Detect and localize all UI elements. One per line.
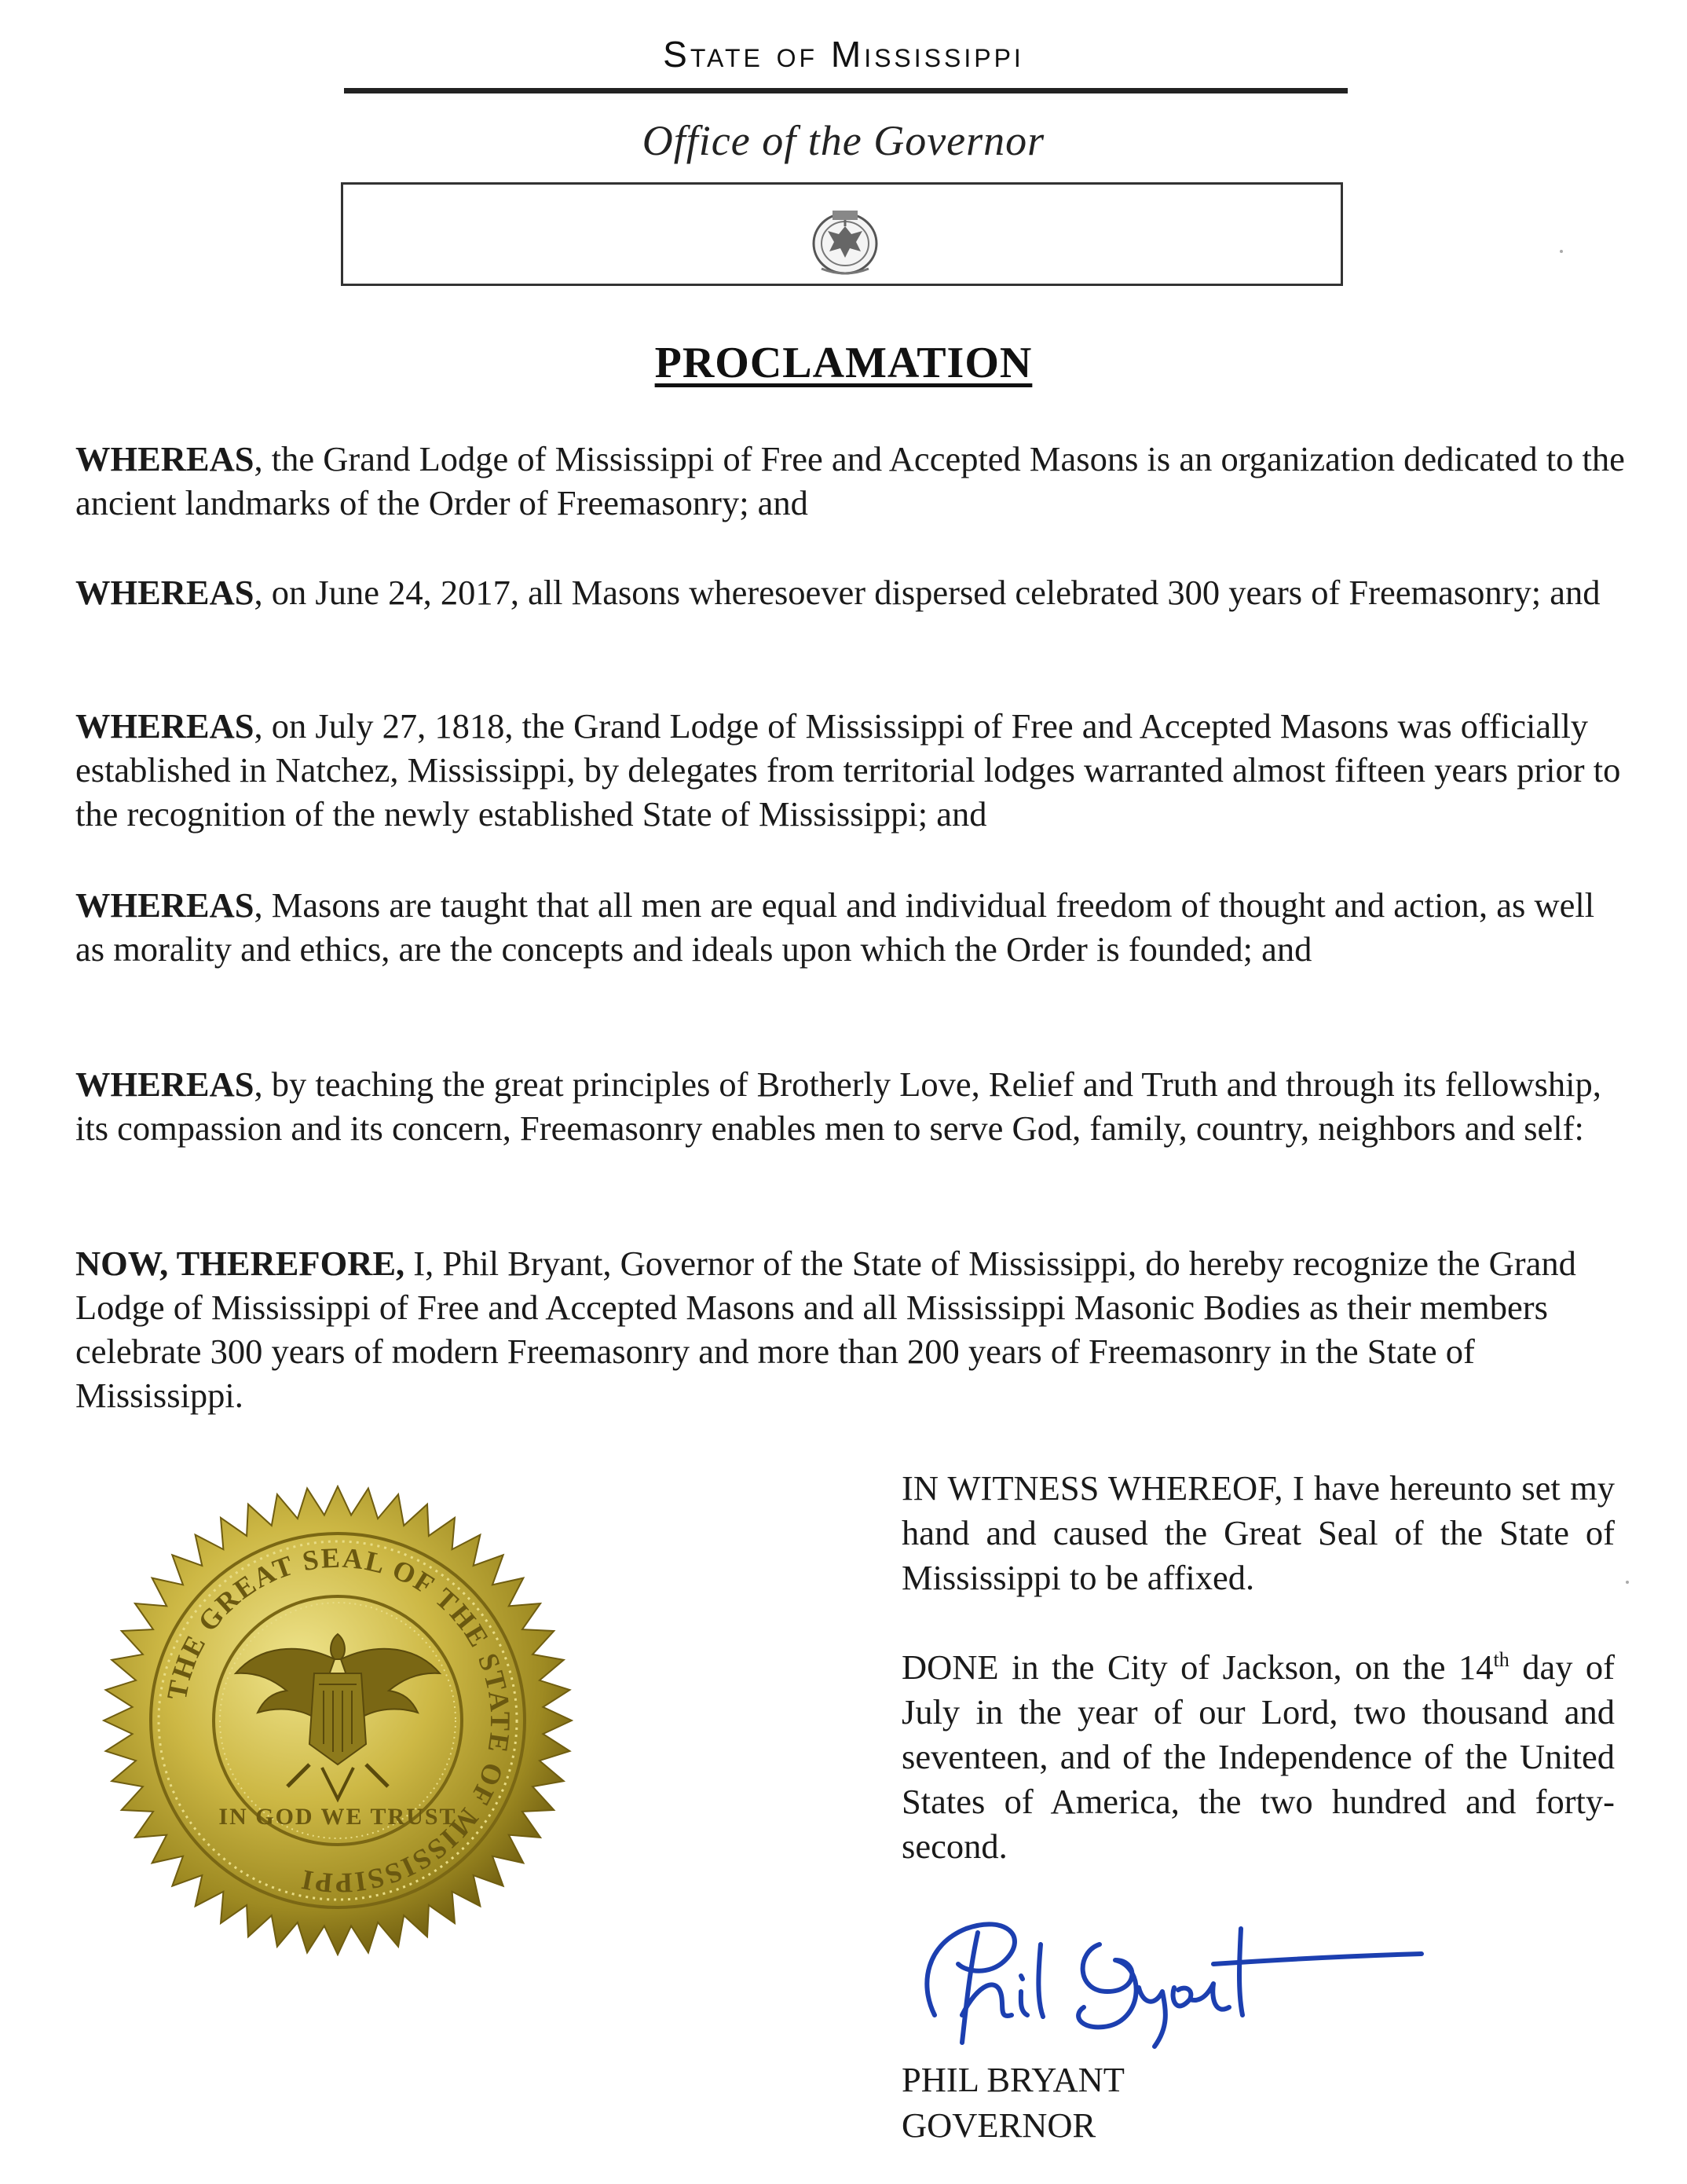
whereas-paragraph-4 bbox=[75, 883, 1630, 971]
whereas-paragraph-1 bbox=[75, 437, 1630, 525]
paragraph-lead: NOW, THEREFORE, bbox=[75, 1244, 405, 1283]
paragraph-lead: WHEREAS bbox=[75, 885, 254, 925]
signature-block bbox=[902, 2057, 1125, 2148]
great-seal-emblem bbox=[102, 1485, 573, 1956]
done-text-end: day of July in the year of our Lord, two thousand and seventeen, and of the Independence of the United States of America, the two hundred and forty-second. bbox=[902, 1647, 1615, 1866]
seal-ring-text: THE GREAT SEAL OF THE STATE OF MISSISSIPPI bbox=[160, 1541, 517, 1900]
paragraph-text: , the Grand Lodge of Mississippi of Free and Accepted Masons is an organization dedicated to the ancient landmarks of the Order of Freemasonry; and bbox=[75, 439, 1625, 522]
whereas-paragraph-5 bbox=[75, 1062, 1630, 1150]
governor-name: PHIL BRYANT bbox=[902, 2060, 1125, 2099]
ordinal-suffix: th bbox=[1493, 1648, 1510, 1672]
seal-motto: IN GOD WE TRUST bbox=[218, 1804, 457, 1830]
state-header: State of Mississippi bbox=[663, 34, 1024, 75]
paragraph-text: , Masons are taught that all men are equal and individual freedom of thought and action, as well as morality and ethics, are the concepts and ideals upon which the Order is founded; and bbox=[75, 885, 1595, 969]
scan-speck bbox=[1560, 250, 1563, 253]
header-divider bbox=[344, 88, 1348, 93]
letterhead-seal-icon bbox=[804, 206, 886, 277]
done-text-start: DONE in the City of Jackson, on the 14 bbox=[902, 1647, 1494, 1687]
governor-title: GOVERNOR bbox=[902, 2105, 1096, 2145]
done-paragraph bbox=[902, 1645, 1615, 1869]
proclamation-title: PROCLAMATION bbox=[654, 339, 1033, 387]
paragraph-lead: WHEREAS bbox=[75, 573, 254, 612]
paragraph-lead: WHEREAS bbox=[75, 1065, 254, 1104]
whereas-paragraph-3 bbox=[75, 704, 1630, 836]
witness-paragraph: IN WITNESS WHEREOF, I have hereunto set my hand and caused the Great Seal of the State of Mississippi to be affixed. bbox=[902, 1468, 1615, 1597]
paragraph-text: I, Phil Bryant, Governor of the State of Mississippi, do hereby recognize the Grand Lodge of Mississippi of Free and Accepted Masons and all Mississippi Masonic Bodies as their members celebrate 300 years of modern Freemasonry and more than 200 years of Freemasonry in the State of Mississippi. bbox=[75, 1244, 1576, 1415]
paragraph-lead: WHEREAS bbox=[75, 439, 254, 478]
governor-signature bbox=[903, 1897, 1500, 2062]
office-header: Office of the Governor bbox=[642, 117, 1045, 164]
paragraph-text: , by teaching the great principles of Brotherly Love, Relief and Truth and through its fellowship, its compassion and its concern, Freemasonry enables men to serve God, family, country, neighbors and self: bbox=[75, 1065, 1601, 1148]
now-therefore-paragraph bbox=[75, 1241, 1630, 1417]
paragraph-text: , on July 27, 1818, the Grand Lodge of Mississippi of Free and Accepted Masons was officially established in Natchez, Mississippi, by delegates from territorial lodges warranted almost fifteen years prior to the recognition of the newly established State of Mississippi; and bbox=[75, 706, 1621, 834]
scan-speck bbox=[1626, 1581, 1629, 1584]
paragraph-text: , on June 24, 2017, all Masons wheresoever dispersed celebrated 300 years of Freemasonry; and bbox=[254, 573, 1601, 612]
whereas-paragraph-2 bbox=[75, 570, 1630, 614]
paragraph-lead: WHEREAS bbox=[75, 706, 254, 746]
